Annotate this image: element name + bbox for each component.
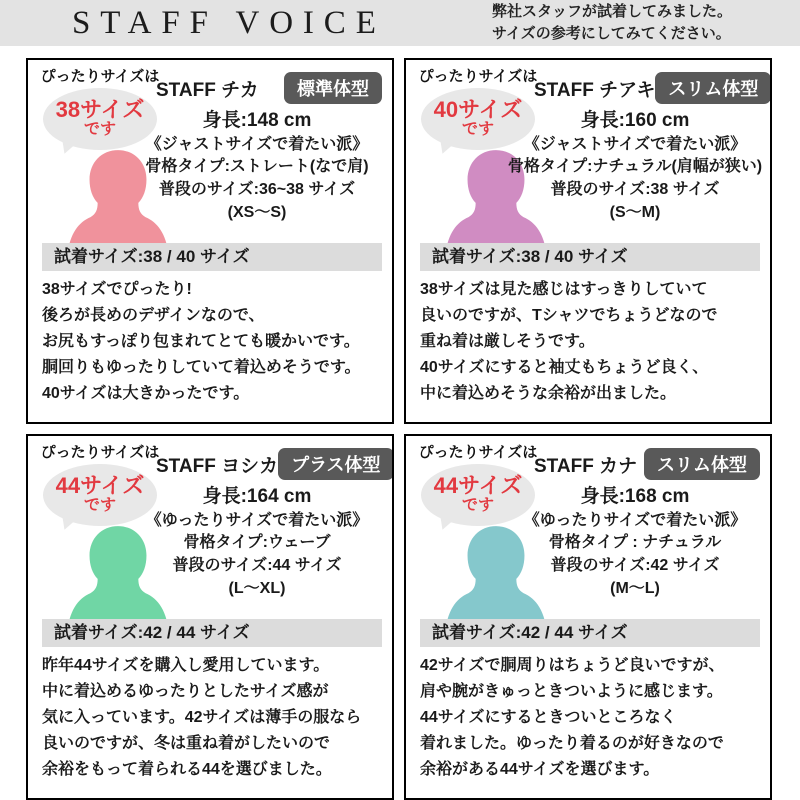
review-line: 38サイズでぴったり!: [42, 280, 192, 298]
staff-info: [506, 484, 764, 601]
skeleton-type: 骨格タイプ : ナチュラル: [548, 534, 722, 552]
fitting-size-strip: 試着サイズ:42 / 44 サイズ: [42, 619, 382, 647]
staff-name: STAFF カナ: [534, 455, 638, 477]
usual-size: 普段のサイズ:36~38 サイズ: [158, 181, 356, 199]
size-preference: 《ゆったりサイズで着たい派》: [145, 511, 369, 529]
skeleton-type: 骨格タイプ:ストレート(なで肩): [145, 158, 369, 176]
header-subtitle-line1: 弊社スタッフが試着してみました。: [491, 3, 732, 21]
review-line: 余裕がある44サイズを選びます。: [420, 760, 660, 778]
bubble-intro-text: ぴったりサイズは: [40, 444, 160, 461]
bubble-suffix-text: です: [461, 497, 494, 515]
fitting-size-strip: 試着サイズ:42 / 44 サイズ: [420, 619, 760, 647]
review-line: 中に着込めそうな余裕が出ました。: [420, 384, 677, 402]
staff-review: [42, 277, 382, 407]
name-row: [156, 448, 382, 480]
review-line: 40サイズにすると袖丈もちょうど良く、: [420, 358, 709, 376]
review-line: 44サイズにするときついところなく: [420, 708, 677, 726]
name-row: [534, 448, 760, 480]
review-line: 38サイズは見た感じはすっきりしていて: [420, 280, 708, 298]
staff-name: STAFF チカ: [156, 79, 259, 101]
size-preference: 《ジャストサイズで着たい派》: [523, 135, 747, 153]
staff-review: [420, 653, 760, 783]
name-row: [156, 72, 382, 104]
page-title: STAFF VOICE: [72, 4, 386, 41]
staff-card-yoshika: [26, 434, 394, 800]
bubble-intro-text: ぴったりサイズは: [418, 68, 538, 85]
body-type-badge: スリム体型: [655, 72, 771, 104]
fitting-size-strip: 試着サイズ:38 / 40 サイズ: [420, 243, 760, 271]
fitting-size-strip: 試着サイズ:38 / 40 サイズ: [42, 243, 382, 271]
staff-height: 身長:164 cm: [202, 486, 312, 507]
review-line: 気に入っています。42サイズは薄手の服なら: [42, 708, 362, 726]
size-range: (S〜M): [609, 203, 661, 221]
staff-card-grid: [0, 46, 800, 800]
bubble-size-text: 44サイズ: [55, 473, 145, 499]
staff-info: [506, 108, 764, 225]
review-line: お尻もすっぽり包まれてとても暖かいです。: [42, 332, 360, 350]
staff-card-chika: [26, 58, 394, 424]
header-subtitle-line2: サイズの参考にしてみてください。: [491, 25, 731, 42]
bubble-suffix-text: です: [83, 121, 116, 139]
size-range: (L〜XL): [228, 579, 286, 597]
staff-card-chiaki: [404, 58, 772, 424]
staff-review: [420, 277, 760, 407]
bubble-suffix-text: です: [83, 497, 116, 515]
size-range: (XS〜S): [227, 203, 287, 221]
header-band: [0, 0, 800, 46]
bubble-intro-text: ぴったりサイズは: [40, 68, 160, 85]
review-line: 胴回りもゆったりしていて着込めそうです。: [42, 358, 361, 376]
usual-size: 普段のサイズ:38 サイズ: [550, 181, 720, 199]
staff-name: STAFF チアキ: [534, 79, 656, 101]
staff-name: STAFF ヨシカ: [156, 455, 279, 477]
review-line: 着れました。ゆったり着るのが好きなので: [420, 734, 724, 752]
review-line: 42サイズで胴周りはちょうど良いですが、: [420, 656, 725, 674]
review-line: 余裕をもって着られる44を選びました。: [42, 760, 332, 778]
review-line: 重ね着は厳しそうです。: [420, 332, 595, 350]
usual-size: 普段のサイズ:44 サイズ: [172, 557, 342, 575]
review-line: 40サイズは大きかったです。: [42, 384, 250, 402]
size-range: (M〜L): [610, 579, 660, 597]
staff-height: 身長:148 cm: [202, 110, 312, 131]
body-type-badge: プラス体型: [278, 448, 393, 480]
header-subtitle: [492, 1, 732, 45]
staff-height: 身長:160 cm: [580, 110, 690, 131]
bubble-suffix-text: です: [461, 121, 494, 139]
size-preference: 《ジャストサイズで着たい派》: [145, 135, 369, 153]
skeleton-type: 骨格タイプ:ウェーブ: [183, 534, 331, 552]
body-type-badge: スリム体型: [644, 448, 760, 480]
usual-size: 普段のサイズ:42 サイズ: [550, 557, 720, 575]
bubble-size-text: 44サイズ: [433, 473, 523, 499]
review-line: 肩や腕がきゅっときついように感じます。: [420, 682, 723, 700]
bubble-size-text: 38サイズ: [55, 97, 145, 123]
bubble-intro-text: ぴったりサイズは: [418, 444, 538, 461]
name-row: [534, 72, 760, 104]
size-preference: 《ゆったりサイズで着たい派》: [523, 511, 747, 529]
staff-height: 身長:168 cm: [580, 486, 690, 507]
staff-info: [128, 108, 386, 225]
review-line: 中に着込めるゆったりとしたサイズ感が: [42, 682, 329, 700]
staff-review: [42, 653, 382, 783]
bubble-size-text: 40サイズ: [433, 97, 523, 123]
review-line: 良いのですが、Tシャツでちょうどなので: [420, 306, 718, 324]
staff-info: [128, 484, 386, 601]
review-line: 良いのですが、冬は重ね着がしたいので: [42, 734, 331, 752]
body-type-badge: 標準体型: [284, 72, 382, 104]
staff-card-kana: [404, 434, 772, 800]
review-line: 昨年44サイズを購入し愛用しています。: [42, 656, 330, 674]
review-line: 後ろが長めのデザインなので、: [42, 306, 265, 324]
skeleton-type: 骨格タイプ:ナチュラル(肩幅が狭い): [507, 158, 763, 176]
